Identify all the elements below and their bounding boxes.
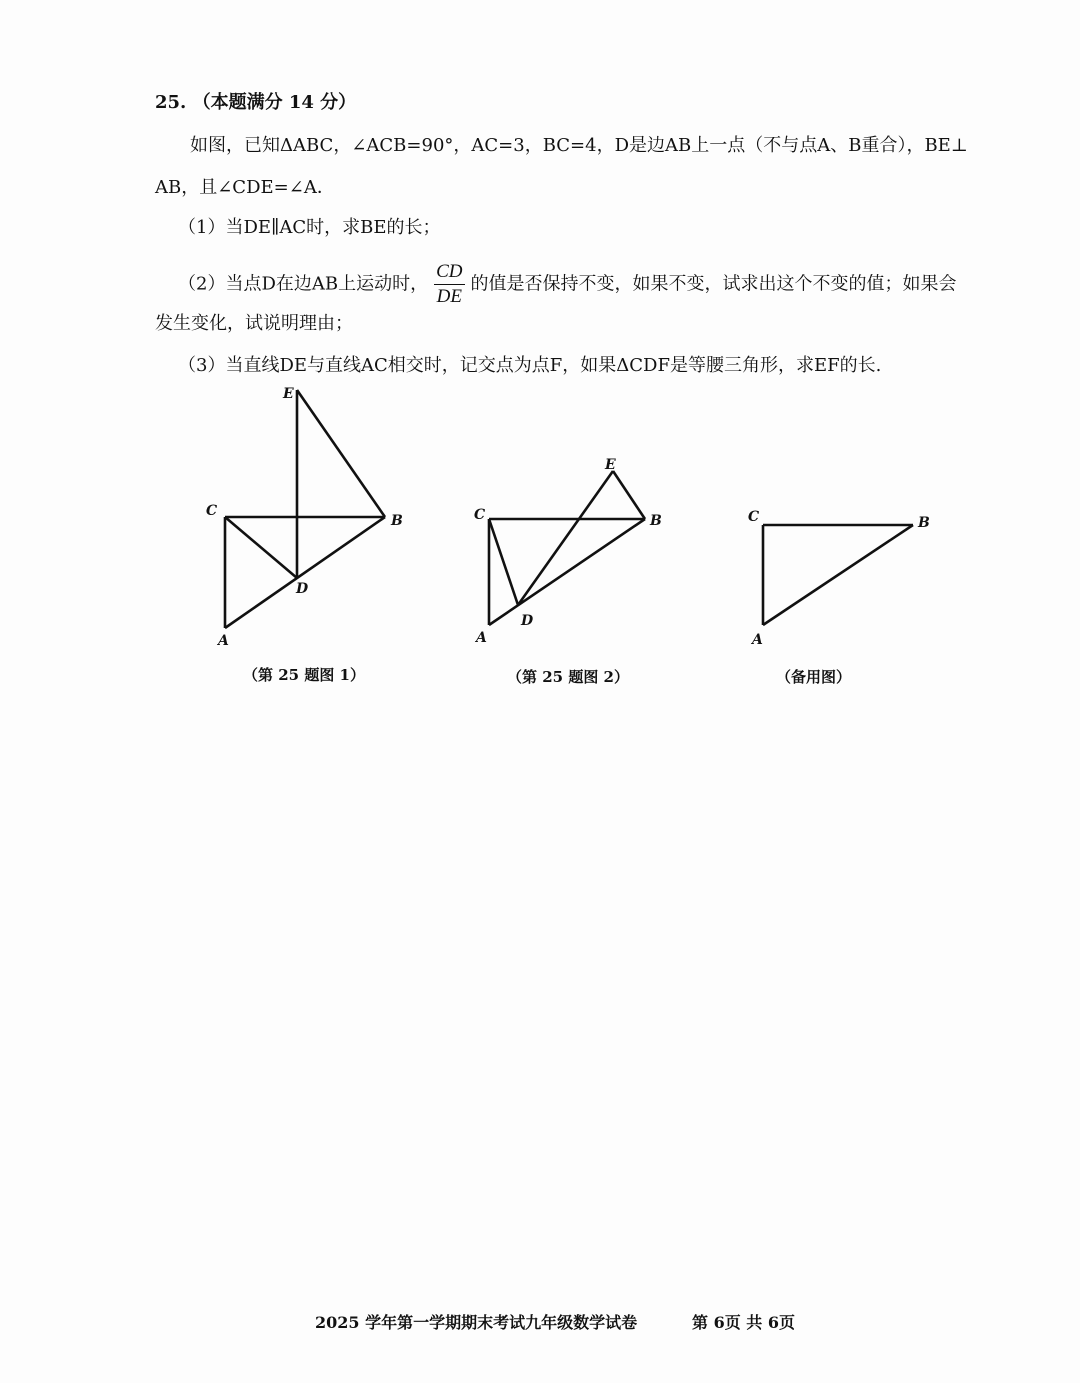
fig1-segment-CD [225,517,297,578]
figure-3 [763,525,913,625]
fig1-label-A: A [218,633,229,649]
footer-exam-title: 2025 学年第一学期期末考试九年级数学试卷 [315,1313,638,1332]
question-part-2-continued: 发生变化，试说明理由； [155,313,353,334]
question-stem-line-2: AB，且∠CDE=∠A． [155,177,335,198]
question-part-2 [178,260,957,309]
cd-over-de-fraction [434,260,464,309]
figure-1-caption: （第 25 题图 1） [243,666,365,684]
fig2-label-C: C [474,507,486,523]
fig2-segment-EB [613,471,645,519]
fig2-label-E: E [605,457,616,473]
fig1-label-E: E [283,386,294,402]
footer-page-info: 第 6页 共 6页 [692,1313,795,1332]
figure-3-caption: （备用图） [776,668,852,686]
fig3-label-B: B [918,515,930,531]
fig3-label-C: C [748,509,760,525]
question-stem-line-1: 如图，已知ΔABC，∠ACB=90°，AC=3，BC=4，D是边AB上一点（不与点A、B重合），BE⊥ [190,135,968,156]
figures-area [0,380,1080,700]
fig3-segment-AB [763,525,913,625]
figure-2 [489,471,645,625]
figure-2-caption: （第 25 题图 2） [507,668,629,686]
fig2-segment-DE [518,471,613,605]
fig2-segment-CD [489,519,518,605]
fraction-denominator: DE [436,286,462,307]
fig1-label-D: D [296,581,309,597]
fig3-label-A: A [752,632,763,648]
fig1-segment-EB [297,390,385,517]
part-2-text-after: 的值是否保持不变，如果不变，试求出这个不变的值；如果会 [470,273,957,295]
fraction-numerator: CD [434,260,464,285]
fig1-label-C: C [206,503,218,519]
fig1-label-B: B [391,513,403,529]
fig2-label-D: D [521,613,534,629]
question-part-1: （1）当DE∥AC时，求BE的长； [178,217,441,238]
fig2-label-A: A [476,630,487,646]
question-title: 25. （本题满分 14 分） [155,92,357,113]
fig2-label-B: B [650,513,662,529]
fig1-segment-AB [225,517,385,628]
geometry-figures [0,380,1080,700]
question-part-3: （3）当直线DE与直线AC相交时，记交点为点F，如果ΔCDF是等腰三角形，求EF的长. [178,355,882,376]
part-2-text-before: （2）当点D在边AB上运动时， [178,273,429,295]
